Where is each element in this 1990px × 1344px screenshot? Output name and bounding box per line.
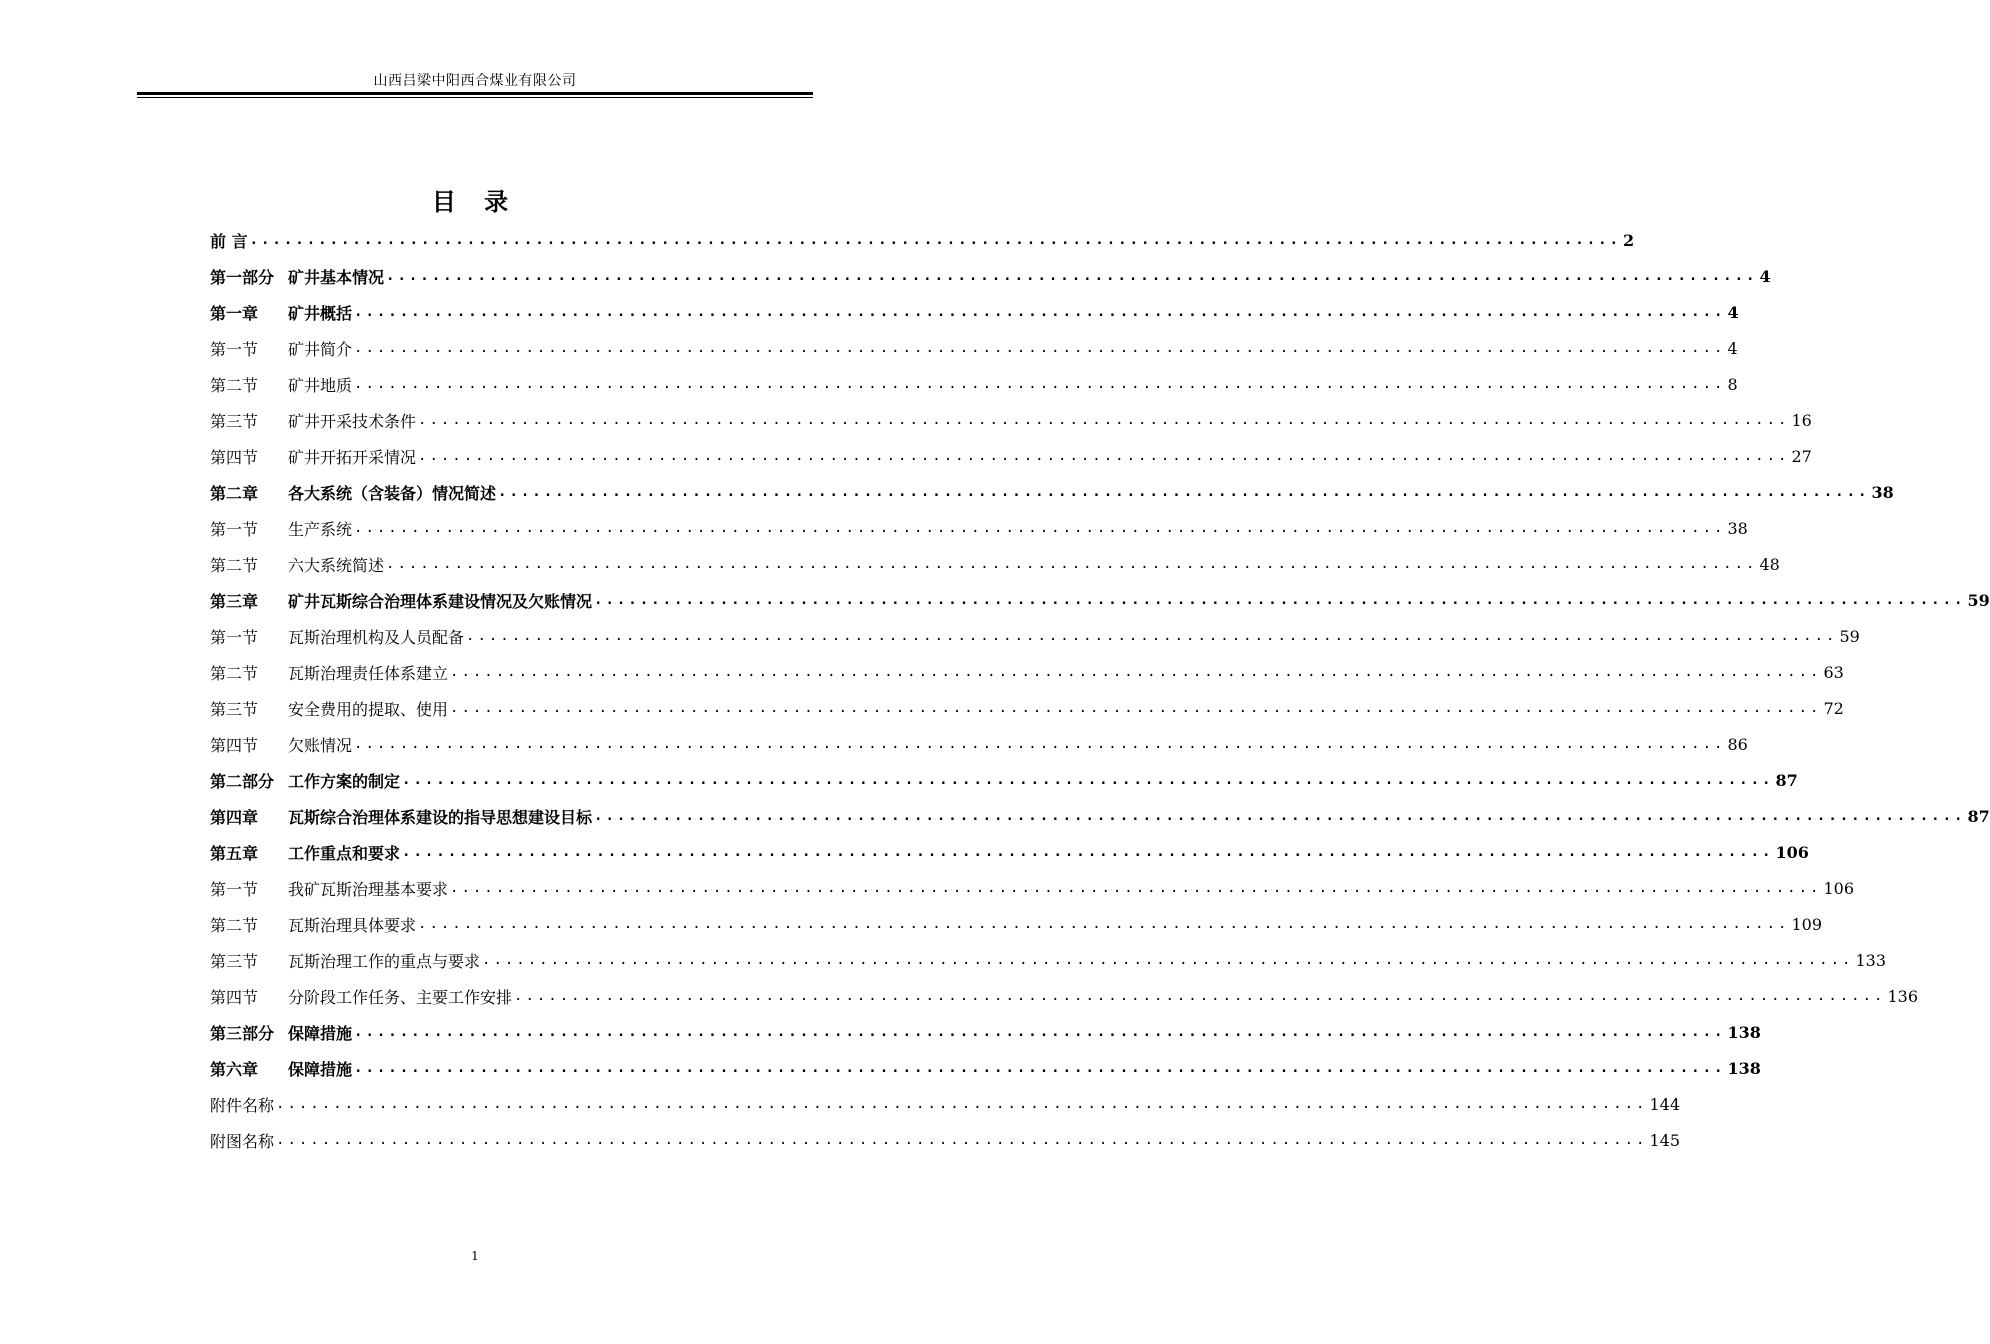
toc-entry-title: 工作重点和要求: [288, 843, 401, 863]
toc-entry-page: 38: [1727, 518, 1748, 538]
toc-entry-number: 第五章: [210, 843, 259, 863]
toc-entry[interactable]: [210, 618, 1860, 654]
toc-entry-title: 瓦斯治理责任体系建立: [288, 663, 449, 683]
toc-entry-number: 第一节: [210, 627, 259, 647]
toc-entry[interactable]: [210, 222, 1635, 258]
toc-dot-leader: ........................................................................................................................: [354, 520, 1726, 536]
toc-entry-title: 矿井开拓开采情况: [288, 447, 417, 467]
toc-entry[interactable]: [210, 474, 1894, 510]
toc-entry-number: 前 言: [210, 231, 248, 251]
toc-entry[interactable]: [210, 546, 1780, 582]
toc-entry-title: 工作方案的制定: [288, 771, 401, 791]
toc-entry-label: [210, 841, 400, 864]
toc-entry-title: 我矿瓦斯治理基本要求: [288, 879, 449, 899]
toc-entry-page: 145: [1649, 1130, 1681, 1150]
toc-entry-page: 87: [1967, 806, 1990, 826]
toc-entry[interactable]: [210, 366, 1738, 402]
toc-entry-number: 第六章: [210, 1059, 259, 1079]
toc-entry-title: 六大系统简述: [288, 555, 385, 575]
toc-entry-page: 106: [1823, 878, 1855, 898]
toc-entry[interactable]: [210, 1086, 1681, 1122]
toc-entry-page: 8: [1727, 374, 1738, 394]
toc-entry-number: 第一节: [210, 519, 259, 539]
toc-dot-leader: ........................................................................................................................: [354, 304, 1726, 320]
toc-entry-number: 附图名称: [210, 1131, 275, 1151]
toc-dot-leader: ........................................................................................................................: [466, 628, 1838, 644]
toc-entry[interactable]: [210, 582, 1990, 618]
header-rule: [137, 92, 813, 95]
toc-entry-label: [210, 373, 352, 396]
toc-entry-page: 48: [1759, 554, 1780, 574]
toc-entry[interactable]: [210, 762, 1798, 798]
toc-entry-title: 欠账情况: [288, 735, 353, 755]
toc-dot-leader: ........................................................................................................................: [354, 1024, 1726, 1040]
toc-entry-title: 矿井概括: [288, 303, 353, 323]
toc-entry[interactable]: [210, 834, 1809, 870]
toc-entry-title: 保障措施: [288, 1023, 353, 1043]
header-rule-thin: [137, 97, 813, 98]
toc-dot-leader: ........................................................................................................................: [450, 700, 1822, 716]
toc-entry-page: 59: [1967, 590, 1990, 610]
toc-entry-page: 38: [1871, 482, 1894, 502]
toc-entry-page: 16: [1791, 410, 1812, 430]
toc-entry-page: 138: [1727, 1022, 1761, 1042]
toc-entry-title: 矿井瓦斯综合治理体系建设情况及欠账情况: [288, 591, 593, 611]
toc-entry-number: 第一节: [210, 339, 259, 359]
toc-entry[interactable]: [210, 438, 1812, 474]
toc-entry-page: 87: [1775, 770, 1798, 790]
toc-entry[interactable]: [210, 402, 1812, 438]
toc-dot-leader: ........................................................................................................................: [594, 592, 1966, 608]
toc-entry-page: 133: [1855, 950, 1887, 970]
toc-entry-page: 4: [1759, 266, 1771, 286]
toc-entry-page: 59: [1839, 626, 1860, 646]
toc-entry-number: 第一部分: [210, 267, 275, 287]
toc-entry-label: [210, 481, 496, 504]
toc-entry[interactable]: [210, 942, 1887, 978]
toc-entry-page: 27: [1791, 446, 1812, 466]
toc-entry-number: 第二节: [210, 375, 259, 395]
toc-entry-label: [210, 229, 248, 252]
toc-entry-page: 86: [1727, 734, 1748, 754]
toc-entry-page: 109: [1791, 914, 1823, 934]
toc-entry[interactable]: [210, 294, 1739, 330]
toc-entry-number: 第三部分: [210, 1023, 275, 1043]
toc-entry-title: 安全费用的提取、使用: [288, 699, 449, 719]
toc-dot-leader: ........................................................................................................................: [354, 340, 1726, 356]
toc-entry-label: [210, 985, 512, 1008]
toc-entry-page: 72: [1823, 698, 1844, 718]
toc-entry-page: 144: [1649, 1094, 1681, 1114]
toc-entry-title: 矿井开采技术条件: [288, 411, 417, 431]
toc-entry-title: 分阶段工作任务、主要工作安排: [288, 987, 513, 1007]
toc-entry-number: 第四节: [210, 735, 259, 755]
toc-dot-leader: ........................................................................................................................: [402, 772, 1774, 788]
toc-entry-page: 138: [1727, 1058, 1761, 1078]
toc-entry[interactable]: [210, 870, 1855, 906]
toc-entry-title: 矿井简介: [288, 339, 353, 359]
toc-entry-page: 106: [1775, 842, 1809, 862]
toc-dot-leader: ........................................................................................................................: [386, 556, 1758, 572]
toc-entry-number: 第二节: [210, 915, 259, 935]
toc-entry-number: 附件名称: [210, 1095, 275, 1115]
toc-dot-leader: ........................................................................................................................: [594, 808, 1966, 824]
toc-dot-leader: ........................................................................................................................: [418, 412, 1790, 428]
toc-entry-label: [210, 1129, 274, 1152]
toc-entry[interactable]: [210, 978, 1919, 1014]
toc-dot-leader: ........................................................................................................................: [249, 232, 1622, 248]
toc-dot-leader: ........................................................................................................................: [354, 1060, 1726, 1076]
toc-title: 目 录: [431, 188, 519, 216]
toc-entry-title: 瓦斯治理具体要求: [288, 915, 417, 935]
toc-entry-label: [210, 337, 352, 360]
toc-entry-label: [210, 697, 448, 720]
toc-dot-leader: ........................................................................................................................: [386, 268, 1758, 284]
toc-entry-title: 矿井地质: [288, 375, 353, 395]
toc-entry-title: 矿井基本情况: [288, 267, 385, 287]
toc-dot-leader: ........................................................................................................................: [276, 1132, 1648, 1148]
toc-dot-leader: ........................................................................................................................: [418, 916, 1790, 932]
toc-entry-number: 第一章: [210, 303, 259, 323]
toc-entry[interactable]: [210, 1014, 1761, 1050]
toc-entry-page: 2: [1623, 230, 1635, 250]
page-number: 1: [471, 1249, 479, 1263]
toc-entry-label: [210, 913, 416, 936]
toc-entry-title: 保障措施: [288, 1059, 353, 1079]
toc-entry-number: 第三章: [210, 591, 259, 611]
toc-entry-label: [210, 769, 400, 792]
toc-entry-page: 63: [1823, 662, 1844, 682]
toc-entry[interactable]: [210, 906, 1823, 942]
toc-entry-number: 第三节: [210, 699, 259, 719]
toc-entry[interactable]: [210, 726, 1748, 762]
toc-entry-label: [210, 409, 416, 432]
toc-entry-number: 第一节: [210, 879, 259, 899]
toc-entry-title: 瓦斯治理工作的重点与要求: [288, 951, 481, 971]
toc-dot-leader: ........................................................................................................................: [498, 484, 1870, 500]
toc-entry-number: 第二节: [210, 663, 259, 683]
toc-entry-label: [210, 553, 384, 576]
toc-dot-leader: ........................................................................................................................: [418, 448, 1790, 464]
toc-entry-label: [210, 733, 352, 756]
toc-entry[interactable]: [210, 510, 1748, 546]
toc-entry-label: [210, 1093, 274, 1116]
toc-entry-label: [210, 661, 448, 684]
toc-dot-leader: ........................................................................................................................: [482, 952, 1854, 968]
toc-entry[interactable]: [210, 258, 1771, 294]
toc-entry-number: 第二章: [210, 483, 259, 503]
toc-entry-title: 瓦斯治理机构及人员配备: [288, 627, 465, 647]
toc-entry[interactable]: [210, 1122, 1681, 1158]
toc-entry-number: 第二节: [210, 555, 259, 575]
toc-entry-title: 瓦斯综合治理体系建设的指导思想建设目标: [288, 807, 593, 827]
toc-dot-leader: ........................................................................................................................: [354, 376, 1726, 392]
toc-entry-number: 第二部分: [210, 771, 275, 791]
toc-entry-label: [210, 301, 352, 324]
toc-entry[interactable]: [210, 330, 1738, 366]
toc-entry-label: [210, 805, 592, 828]
toc-entry-page: 4: [1727, 302, 1739, 322]
toc-entry[interactable]: [210, 1050, 1761, 1086]
toc-entry-page: 136: [1887, 986, 1919, 1006]
toc-entry-title: 各大系统（含装备）情况简述: [288, 483, 497, 503]
toc-entry-number: 第四节: [210, 447, 259, 467]
toc-dot-leader: ........................................................................................................................: [450, 880, 1822, 896]
toc-dot-leader: ........................................................................................................................: [450, 664, 1822, 680]
toc-entry-number: 第三节: [210, 411, 259, 431]
toc-entry[interactable]: [210, 690, 1844, 726]
toc-dot-leader: ........................................................................................................................: [354, 736, 1726, 752]
toc-entry[interactable]: [210, 798, 1990, 834]
toc-dot-leader: ........................................................................................................................: [276, 1096, 1648, 1112]
toc-entry-number: 第四章: [210, 807, 259, 827]
toc-entry-page: 4: [1727, 338, 1738, 358]
toc-entry-label: [210, 949, 480, 972]
toc-entry-label: [210, 517, 352, 540]
page-header: 山西吕梁中阳西合煤业有限公司: [373, 73, 577, 89]
toc-entry[interactable]: [210, 654, 1844, 690]
toc-entry-number: 第三节: [210, 951, 259, 971]
toc-entry-label: [210, 1021, 352, 1044]
toc-dot-leader: ........................................................................................................................: [514, 988, 1886, 1004]
toc-dot-leader: ........................................................................................................................: [402, 844, 1774, 860]
table-of-contents: [210, 222, 1990, 1158]
toc-entry-label: [210, 589, 592, 612]
toc-entry-number: 第四节: [210, 987, 259, 1007]
toc-entry-label: [210, 625, 464, 648]
toc-entry-label: [210, 1057, 352, 1080]
toc-entry-label: [210, 877, 448, 900]
toc-entry-label: [210, 445, 416, 468]
toc-entry-title: 生产系统: [288, 519, 353, 539]
toc-entry-label: [210, 265, 384, 288]
